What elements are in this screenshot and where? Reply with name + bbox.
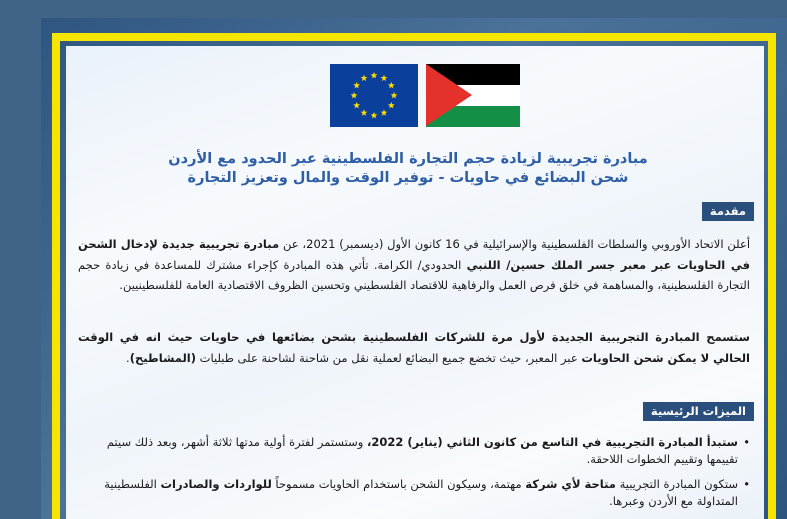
star-icon [388, 102, 395, 109]
title-line-2: شحن البضائع في حاويات - توفير الوقت والمال وتعزيز التجارة [187, 170, 629, 186]
list-item: • ستكون المبادرة التجريبية متاحة لأي شركة مهتمة، وسيكون الشحن باستخدام الحاويات مسموحاً للواردات والصادرات الفلسطينية المتداولة مع الأردن وعبرها. [78, 476, 750, 510]
content-sheet [66, 46, 764, 519]
star-icon [353, 82, 360, 89]
star-icon [361, 109, 368, 116]
star-icon [353, 102, 360, 109]
list-item: • ستبدأ المبادرة التجريبية في التاسع من كانون الثاني (يناير) 2022، وستستمر لفترة أولية مدتها ثلاثة أشهر، وبعد ذلك سيتم تقييمها وتقييم الخطوات اللاحقة. [78, 434, 750, 468]
star-icon [351, 92, 358, 99]
flag-logos [330, 64, 520, 127]
star-icon [388, 82, 395, 89]
star-icon [381, 109, 388, 116]
star-icon [381, 75, 388, 82]
star-icon [371, 72, 378, 79]
eu-stars-icon [330, 64, 418, 127]
features-heading-badge: الميزات الرئيسية [643, 402, 754, 421]
star-icon [391, 92, 398, 99]
title-line-1: مبادرة تجريبية لزيادة حجم التجارة الفلسطينية عبر الحدود مع الأردن [168, 151, 648, 167]
star-icon [371, 112, 378, 119]
features-list [78, 434, 750, 518]
intro-heading-badge: مقدمة [702, 202, 754, 221]
eu-flag-icon [330, 64, 418, 127]
intro-paragraph-2: ستسمح المبادرة التجريبية الجديدة لأول مرة للشركات الفلسطينية بشحن بضائعها في حاويات حيث انه في الوقت الحالي لا يمكن شحن الحاويات عبر المعبر، حيث تخضع جميع البضائع لعملية نقل من شاحنة لشاحنة على طبليات (المشاطيح). [78, 330, 750, 365]
intro-paragraph-1: أعلن الاتحاد الأوروبي والسلطات الفلسطينية والإسرائيلية في 16 كانون الأول (ديسمبر) 2021، عن مبادرة تجريبية جديدة لإدخال الشحن في الحاويات عبر معبر جسر الملك حسين/ اللنبي الحدودي/ الكرامة. تأتي هذه المبادرة كإجراء مشترك للمساعدة في زيادة حجم التجارة الفلسطينية، والمساهمة في خلق فرص العمل والرفاهية للاقتصاد الفلسطيني وتحسين الظروف الاقتصادية العامة للفلسطينيين. [78, 237, 751, 292]
star-icon [361, 75, 368, 82]
document-title [88, 150, 728, 188]
intro-highlight: مبادرة تجريبية جديدة لإدخال الشحن في الحاويات عبر معبر جسر الملك حسين/ اللنبي [78, 237, 750, 272]
palestine-flag-icon [426, 64, 520, 127]
